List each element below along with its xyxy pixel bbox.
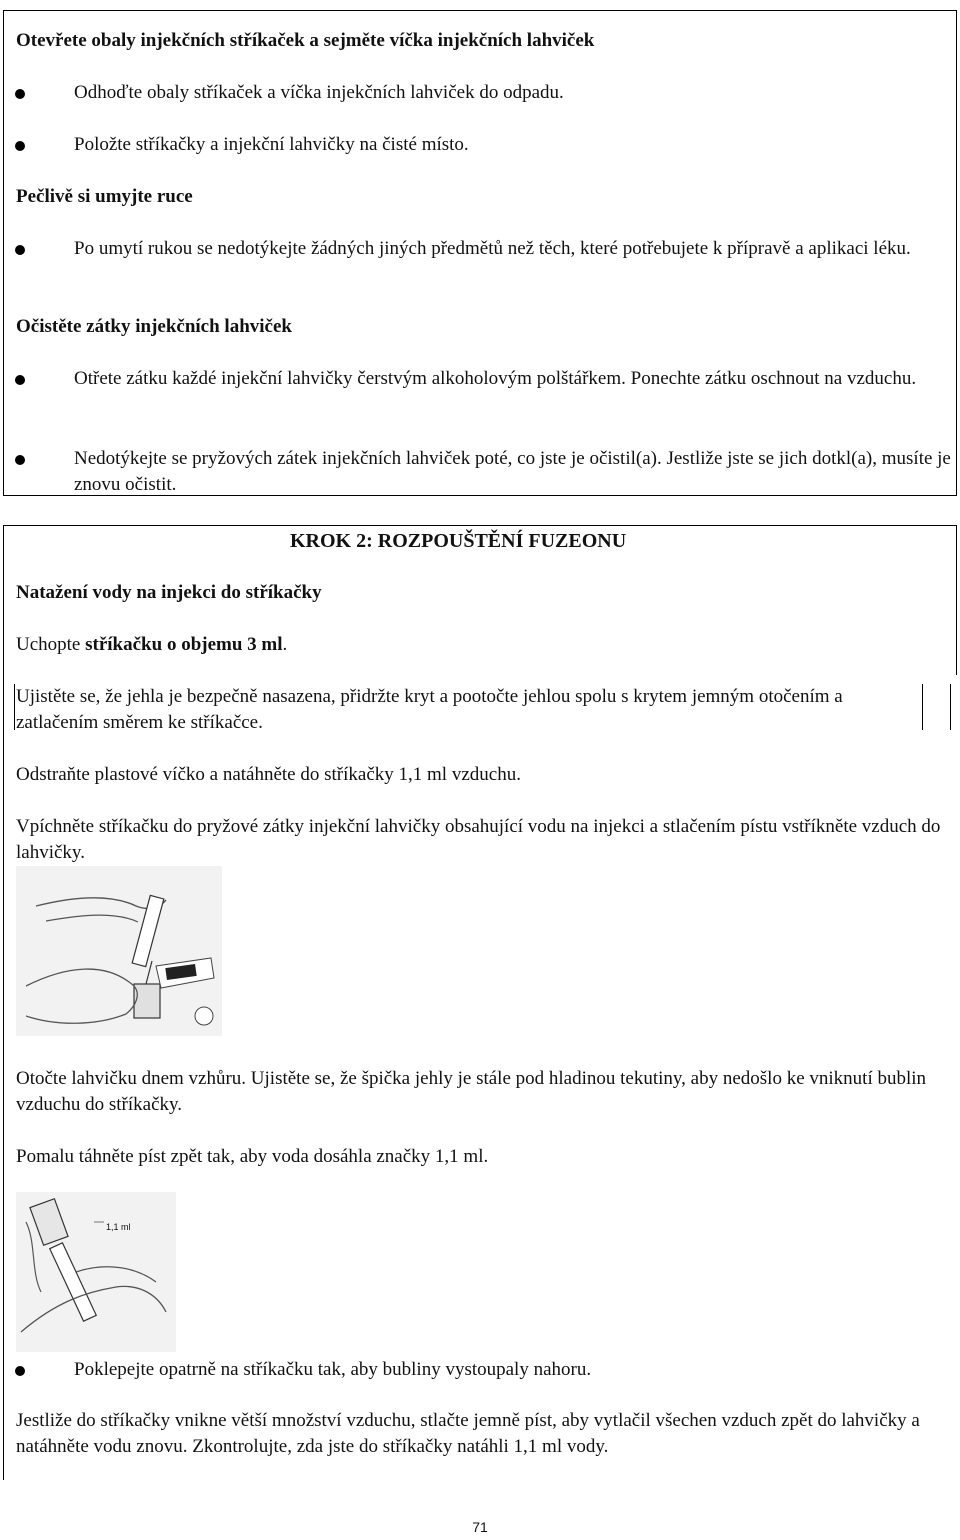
heading-draw-water: Natažení vody na injekci do stříkačky: [16, 582, 322, 603]
bullet-place-clean: Položte stříkačky a injekční lahvičky na čisté místo.: [74, 134, 469, 155]
para-remove-cap: Odstraňte plastové víčko a natáhněte do stříkačky 1,1 ml vzduchu.: [16, 764, 521, 785]
para-pierce-stopper: Vpíchněte stříkačku do pryžové zátky injekční lahvičky obsahující vodu na injekci a stlačením pístu vstříkněte vzduch do lahvičky.: [16, 816, 941, 863]
bullet-dot: [15, 375, 25, 385]
box1-right-border: [956, 10, 957, 495]
bullet-dot: [15, 455, 25, 465]
heading-clean-stoppers: Očistěte zátky injekčních lahviček: [16, 316, 292, 337]
para-excess-air: Jestliže do stříkačky vnikne větší množství vzduchu, stlačte jemně píst, aby vytlačil všechen vzduch zpět do lahvičky a natáhněte vodu znovu. Zkontrolujte, zda jste do stříkačky natáhli 1,1 ml vody.: [16, 1410, 920, 1457]
figure-draw-water-drawing: [16, 1192, 176, 1352]
box1-left-border: [3, 10, 4, 495]
needle-para-right-bar-b: [950, 684, 951, 730]
fig2-volume-label: 1,1 ml: [106, 1222, 131, 1232]
needle-para-left-bar: [14, 684, 15, 730]
box2-top-border: [3, 525, 957, 526]
box2-right-border: [956, 525, 957, 675]
grab-suffix: .: [282, 634, 288, 655]
bullet-dot: [15, 1366, 25, 1376]
grab-syringe-text: [16, 632, 916, 658]
box2-left-border: [3, 525, 4, 1480]
page-number: 71: [472, 1519, 488, 1535]
bullet-dot: [15, 141, 25, 151]
figure-inject-air: [16, 866, 222, 1036]
para-pull-plunger: Pomalu táhněte píst zpět tak, aby voda dosáhla značky 1,1 ml.: [16, 1146, 489, 1167]
figure-draw-water: [16, 1192, 176, 1352]
bullet-discard-packaging: Odhoďte obaly stříkaček a víčka injekčních lahviček do odpadu.: [74, 82, 564, 103]
para-needle-secure: Ujistěte se, že jehla je bezpečně nasazena, přidržte kryt a pootočte jehlou spolu s krytem jemným otočením a zatlačením směrem ke stříkačce.: [16, 686, 843, 733]
needle-para-right-bar-a: [922, 684, 923, 730]
bullet-no-touch: Po umytí rukou se nedotýkejte žádných jiných předmětů než těch, které potřebujete k přípravě a aplikaci léku.: [74, 238, 911, 259]
bullet-tap-syringe: Poklepejte opatrně na stříkačku tak, aby bubliny vystoupaly nahoru.: [74, 1359, 592, 1380]
bullet-do-not-touch-stoppers: Nedotýkejte se pryžových zátek injekčních lahviček poté, co jste je očistil(a). Jestliže jste se jich dotkl(a), musíte je znovu očistit.: [74, 448, 951, 495]
box1-top-border: [3, 10, 957, 11]
bullet-dot: [15, 89, 25, 99]
step-title: KROK 2: ROZPOUŠTĚNÍ FUZEONU: [290, 530, 627, 552]
grab-prefix: Uchopte: [16, 634, 86, 655]
grab-syringe-size: stříkačku o objemu 3 ml: [85, 634, 283, 655]
bullet-wipe-stopper: Otřete zátku každé injekční lahvičky čerstvým alkoholovým polštářkem. Ponechte zátku oschnout na vzduchu.: [74, 368, 917, 389]
para-invert-vial: Otočte lahvičku dnem vzhůru. Ujistěte se, že špička jehly je stále pod hladinou tekutiny, aby nedošlo ke vniknutí bublin vzduchu do stříkačky.: [16, 1068, 927, 1115]
heading-wash-hands: Pečlivě si umyjte ruce: [16, 186, 193, 207]
figure-inject-air-drawing: [16, 866, 222, 1036]
heading-open-packages: Otevřete obaly injekčních stříkaček a sejměte víčka injekčních lahviček: [16, 30, 595, 51]
bullet-dot: [15, 245, 25, 255]
